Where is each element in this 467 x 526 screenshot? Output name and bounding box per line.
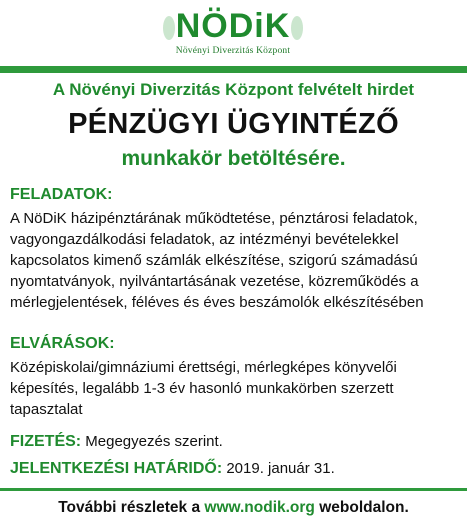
intro-line: A Növényi Diverzitás Központ felvételt hirdet (52, 80, 415, 99)
nodik-logo (153, 8, 313, 62)
tasks-line: mérlegjelentések, féléves és éves beszámolók elkészítésében (10, 294, 424, 311)
salary-value: Megegyezés szerint. (85, 433, 223, 450)
requirements-heading: ELVÁRÁSOK: (10, 335, 115, 352)
deadline-row (10, 460, 335, 478)
footer-prefix: További részletek a (58, 499, 201, 516)
position-title: PÉNZÜGYI ÜGYINTÉZŐ (68, 108, 399, 140)
tasks-paragraph (10, 208, 460, 313)
logo-subtitle: Növényi Diverzitás Központ (175, 46, 291, 56)
bottom-divider (0, 488, 467, 491)
salary-row (10, 433, 223, 451)
deadline-label: JELENTKEZÉSI HATÁRIDŐ: (10, 460, 223, 477)
requirements-line: Középiskolai/gimnáziumi érettségi, mérlegképes könyvelői (10, 359, 397, 376)
footer-suffix: weboldalon. (319, 499, 409, 516)
requirements-paragraph (10, 357, 460, 420)
top-divider (0, 66, 467, 73)
tasks-line: vagyongazdálkodási feladatok, az intézményi bevételekkel (10, 231, 399, 248)
tasks-line: A NöDiK házipénztárának működtetése, pénztárosi feladatok, (10, 210, 418, 227)
requirements-line: képesítés, legalább 1-3 év hasonló munkakörben szerzett (10, 380, 394, 397)
deadline-value: 2019. január 31. (226, 460, 335, 477)
tasks-line: nyomtatványok, nyilvántartásának vezetése, közreműködés a (10, 273, 419, 290)
logo-area (0, 6, 467, 64)
tasks-heading: FELADATOK: (10, 186, 113, 203)
salary-label: FIZETÉS: (10, 433, 82, 450)
requirements-line: tapasztalat (10, 401, 83, 418)
footer-url-link[interactable]: www.nodik.org (204, 499, 315, 516)
tasks-line: kapcsolatos kimenő számlák elkészítése, szigorú számadású (10, 252, 418, 269)
intro-end-line: munkakör betöltésére. (121, 147, 346, 170)
footer-line (0, 499, 467, 517)
logo-wordmark: NÖDiK (175, 7, 291, 45)
